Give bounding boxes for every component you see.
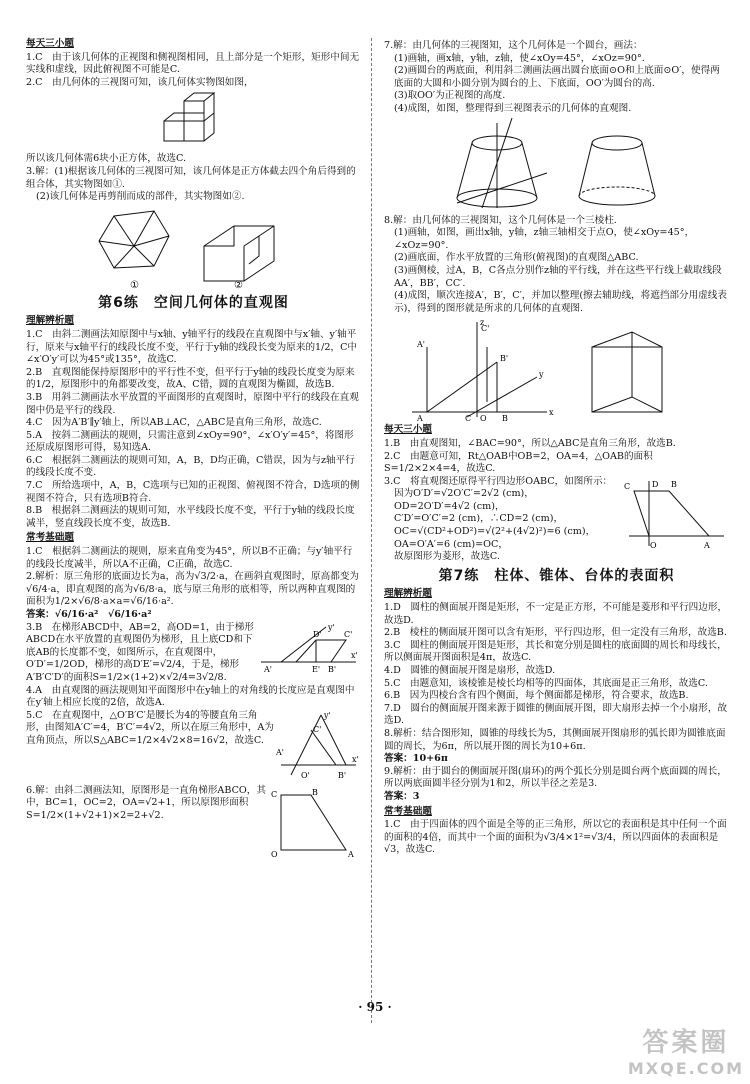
- answer-item: 故原图形为菱形，故选C.: [394, 551, 500, 563]
- item-text-block: [384, 476, 624, 564]
- rhombus-figure: [624, 476, 729, 556]
- axis-label: D': [313, 629, 322, 639]
- answer-item: 3.解：(1)根据该几何体的三视图可知，该几何体是正方体截去四个角后得到的组合体，其实物图如①.: [26, 165, 356, 190]
- prism-figures: [407, 317, 707, 422]
- section-heading: 理解辨析题: [26, 315, 74, 327]
- axis-label: C: [624, 481, 631, 491]
- axis-label: O: [271, 849, 278, 859]
- chapter-title: 第6练 空间几何体的直观图: [98, 294, 289, 311]
- answer-item: 8.解：由几何体的三视图知，这个几何体是一个三棱柱.: [384, 214, 617, 226]
- answer-item: (4)成图，顺次连接A′，B′，C′，并加以整理(擦去辅助线，将遮挡部分用虚线表示)，得到的图形就是所求的几何体的直观图.: [394, 290, 727, 314]
- watermark-logo: [628, 1022, 744, 1078]
- watermark-text: 答案圈: [642, 1028, 730, 1058]
- answer-item: (4)成图，如图，整理得到三视图表示的几何体的直观图.: [394, 102, 632, 114]
- axis-label: D: [652, 479, 659, 489]
- answer-item: 6.解：由斜二测画法知，原图形是一直角梯形ABCO，其中，BC=1，OC=2，OA=√2+1，所以原图形面积S=1/2×(1+√2+1)×2=2+√2.: [26, 784, 266, 821]
- section-heading: 每天三小题: [26, 38, 74, 49]
- answer-item: 1.C 根据斜二测画法的规则，原来直角变为45°，所以B不正确；与y′轴平行的线段长度减半，所以A不正确，C正确，故选C.: [26, 546, 353, 570]
- column-divider: [371, 38, 373, 1023]
- axis-label: x': [351, 650, 358, 660]
- answer-item: 2.C 由几何体的三视图可知，该几何体实物图如图，: [26, 76, 254, 88]
- axis-label: B: [671, 479, 677, 489]
- axis-label: C': [344, 629, 353, 639]
- answer-item: OA=O′A′=6 (cm)=OC，: [394, 538, 508, 550]
- answer-item: 6.B 因为四棱台含有四个侧面，每个侧面都是梯形，符合要求，故选B.: [384, 690, 689, 702]
- answer-item: (3)画侧棱，过A，B，C各点分别作z轴的平行线，并在这些平行线上截取线段AA′，BB′，CC′.: [394, 264, 722, 289]
- answer-item: 1.C 由于四面体的四个面是全等的正三角形，所以它的表面积是其中任何一个面的面积的4倍，而其中一个面的面积为√3/4×1²=√3/4，所以四面体的表面积是√3，故选C.: [384, 819, 727, 856]
- answer-item: 1.C 由于该几何体的正视图和侧视图相同，且上部分是一个矩形，矩形中间无实线和虚线，因此俯视图不可能是C.: [26, 51, 360, 76]
- axis-label: A': [276, 747, 284, 757]
- answer-item: 4.A 由直观图的画法规则知平面图形中在y轴上的对角线的长度应是直观图中在y′轴上相应长度的2倍，故选A.: [26, 684, 355, 709]
- right-trapezoid-figure: [266, 785, 361, 860]
- section-heading: 理解辨析题: [384, 588, 432, 600]
- answer-item: 7.D 圆台的侧面展开图来源于圆锥的侧面展开图，即大扇形去掉一个小扇形，故选D.: [384, 702, 728, 727]
- answer-item: 3.C 圆柱的侧面展开图是矩形，其长和宽分别是圆柱的底面圆的周长和母线长，所以侧面展开图面积是4π，故选C.: [384, 639, 727, 664]
- answer-item: 5.C 由题意知，该棱锥是棱长均相等的四面体，其底面是正三角形，故选C.: [384, 677, 708, 689]
- section-heading: 常考基础题: [384, 805, 432, 817]
- axis-label: E': [312, 664, 321, 674]
- answer-item: (1)画轴，如图，画出x轴，y轴，z轴三轴相交于点O，使∠xOy=45°，∠xOz=90°.: [394, 227, 695, 251]
- answer-item: 1.D 圆柱的侧面展开图是矩形，不一定是正方形，不可能是菱形和平行四边形，故选D.: [384, 602, 728, 626]
- axis-label: O': [301, 770, 310, 780]
- axis-label: z: [479, 318, 484, 328]
- axis-label: B: [501, 414, 508, 423]
- answer-item: 3.B 用斜二测画法水平放置的平面图形的直观图时，原图中平行的线段在直观图中仍是平行的线段.: [26, 391, 359, 416]
- axis-label: A': [416, 340, 425, 350]
- axis-label: C': [313, 724, 322, 734]
- answer-item: 8.B 根据斜二测画法的规则可知，水平线段长度不变，平行于y轴的线段长度减半，竖直线段长度不变，故选B.: [26, 505, 355, 529]
- axis-label: C': [480, 324, 489, 334]
- answer-item: 所以该几何体需6块小正方体，故选C.: [26, 153, 187, 165]
- axis-label: A: [348, 849, 354, 859]
- answer-item: 5.A 按斜二测画法的规则，只需注意到∠xOy=90°，∠x′O′y′=45°，将图形还原成原图形可得，易知选A.: [26, 429, 354, 454]
- axis-label: O: [650, 540, 657, 550]
- axis-label: y': [324, 710, 331, 720]
- answer-item: 8.解析：结合图形知，圆锥的母线长为5，其侧面展开图扇形的弧长即为圆锥底面圆的周长，为6π，所以展开图的周长为10+6π.: [384, 727, 726, 752]
- answer-item: 9.解析：由于圆台的侧面展开图(扇环)的两个弧长分别是圆台两个底面圆的周长，所以两底面圆半径分别为1和2，所以半径之差是3.: [384, 765, 727, 790]
- answer-item: 2.解析：原三角形的底面边长为a，高为√3/2·a，在画斜直观图时，原高都变为√6/4·a，即直观图的高为√6/8·a，底与原三角形的底相等，所以两种直观图的面积为1/2×√6/8·a×a=√6/16·a².: [26, 571, 360, 608]
- figure-label: ①: [129, 279, 139, 291]
- answer-item: 2.B 棱柱的侧面展开图可以含有矩形，平行四边形，但一定没有三角形，故选B.: [384, 627, 727, 639]
- chapter-title: 第7练 柱体、锥体、台体的表面积: [438, 567, 675, 584]
- left-column: [26, 0, 361, 860]
- answer-item: 2.B 直观图能保持原图形中的平行性不变，但平行于y轴的线段长度变为原来的1/2，原图形中的角都要改变，故A、C错，圆的直观图为椭圆，故选B.: [26, 366, 355, 391]
- item-with-figure: [26, 785, 361, 860]
- axis-label: A: [704, 540, 710, 550]
- axis-label: O: [479, 414, 487, 423]
- trapezoid-figure: [256, 622, 361, 677]
- axis-label: C: [464, 414, 471, 423]
- answer-item: (1)画轴，画x轴，y轴，z轴，使∠xOy=45°，∠xOz=90°.: [394, 52, 645, 64]
- answer-item: 7.解：由几何体的三视图知，这个几何体是一个圆台，画法：: [384, 40, 643, 51]
- axis-label: A': [264, 664, 272, 674]
- answer-item: (3)取OO′为正视图的高度.: [394, 90, 506, 102]
- answer-item: OC=√(CD²+OD²)=√(2²+(4√2)²)=6 (cm)，: [394, 526, 596, 538]
- answer-item: 4.C 因为A′B′∥y′轴上，所以AB⊥AC，△ABC是直角三角形，故选C.: [26, 417, 322, 429]
- axis-label: B': [499, 354, 508, 364]
- axis-label: y': [328, 622, 335, 632]
- answer-item: 4.D 圆锥的侧面展开图是扇形，故选D.: [384, 665, 556, 676]
- answer-item: C′D′=O′C′=2 (cm)，∴CD=2 (cm)，: [394, 513, 564, 525]
- item-with-figure: [26, 710, 361, 785]
- frustum-figures: [437, 118, 677, 213]
- axis-label: B: [312, 787, 318, 797]
- answer-item: (2)画底面，作水平放置的三角形(俯视图)的直观图△ABC.: [394, 252, 639, 264]
- answer-line: 答案：10+6π: [384, 753, 448, 765]
- section-heading: 常考基础题: [26, 532, 74, 544]
- solid-figures: [84, 206, 304, 291]
- watermark-url: MXQE.COM: [627, 1059, 744, 1078]
- axis-label: y: [538, 370, 544, 380]
- answer-line: 答案：√6/16·a² √6/16·a²: [26, 609, 152, 620]
- axis-label: x': [352, 754, 359, 764]
- answer-item: 因为O′D′=√2O′C′=2√2 (cm)，: [394, 488, 534, 500]
- answer-item: 3.B 在梯形ABCD中，AB=2，高OD=1，由于梯形ABCD在水平放置的直观图仍为梯形，且上底CD和下底AB的长度都不变，如图所示，在直观图中，O′D′=1/2OD，梯形的高D′E′=√2/4，于是，梯形A′B′C′D′的面积S=1/2×(1+2)×√2/4=3√2/8.: [26, 621, 254, 683]
- axis-label: x: [548, 408, 554, 418]
- answer-item: 7.C 所给选项中，A，B，C选项与已知的正视图、俯视图不符合，D选项的侧视图不符合，只有选项B符合.: [26, 480, 360, 504]
- page-number: · 95 ·: [358, 1000, 392, 1014]
- answer-item: 3.C 将直观图还原得平行四边形OABC，如图所示：: [384, 475, 613, 487]
- answer-item: 5.C 在直观图中，△O′B′C′是腰长为4的等腰直角三角形，由图知A′C′=4，B′C′=4√2，所以在原三角形中，A为直角顶点，所以S△ABC=1/2×4√2×8=16√2，故选C.: [26, 709, 274, 746]
- answer-item: 6.C 根据斜二测画法的规则可知，A，B，D均正确，C错误，因为与z轴平行的线段长度不变.: [26, 454, 355, 479]
- axis-label: B': [338, 770, 347, 780]
- right-column: [384, 0, 729, 857]
- answer-item: OD=2O′D′=4√2 (cm)，: [394, 500, 505, 512]
- item-with-figure: [26, 622, 361, 685]
- axis-label: C: [271, 789, 278, 799]
- axis-label: A: [416, 414, 423, 423]
- answer-item: 1.B 由直观图知，∠BAC=90°，所以△ABC是直角三角形，故选B.: [384, 437, 676, 449]
- figure-label: ②: [233, 279, 243, 291]
- answer-item: (2)画圆台的两底面，利用斜二测画法画出圆台底面⊙O和上底面⊙O′，使得两底面的大圆和小圆分别为圆台的上、下底面，OO′为圆台的高.: [394, 65, 720, 89]
- item-with-figure: [384, 476, 729, 564]
- answer-item: 1.C 由斜二测画法知原图中与x轴、y轴平行的线段在直观图中与x′轴、y′轴平行，原来与x轴平行的线段长度不变，平行于y轴的线段长变为原来的1/2，C中∠x′O′y′可以为45°或135°，故选C.: [26, 328, 358, 366]
- answer-item: (2)该几何体是再剪削而成的部件，其实物图如②.: [36, 191, 245, 203]
- cube-stack-figure: [119, 91, 269, 151]
- triangle-figure: [276, 710, 361, 785]
- answer-item: 2.C 由题意可知，Rt△OAB中OB=2，OA=4，△OAB的面积S=1/2×2×4=4，故选C.: [384, 450, 653, 475]
- answer-line: 答案：3: [384, 790, 420, 802]
- axis-label: B': [328, 664, 337, 674]
- section-heading: 每天三小题: [384, 424, 432, 436]
